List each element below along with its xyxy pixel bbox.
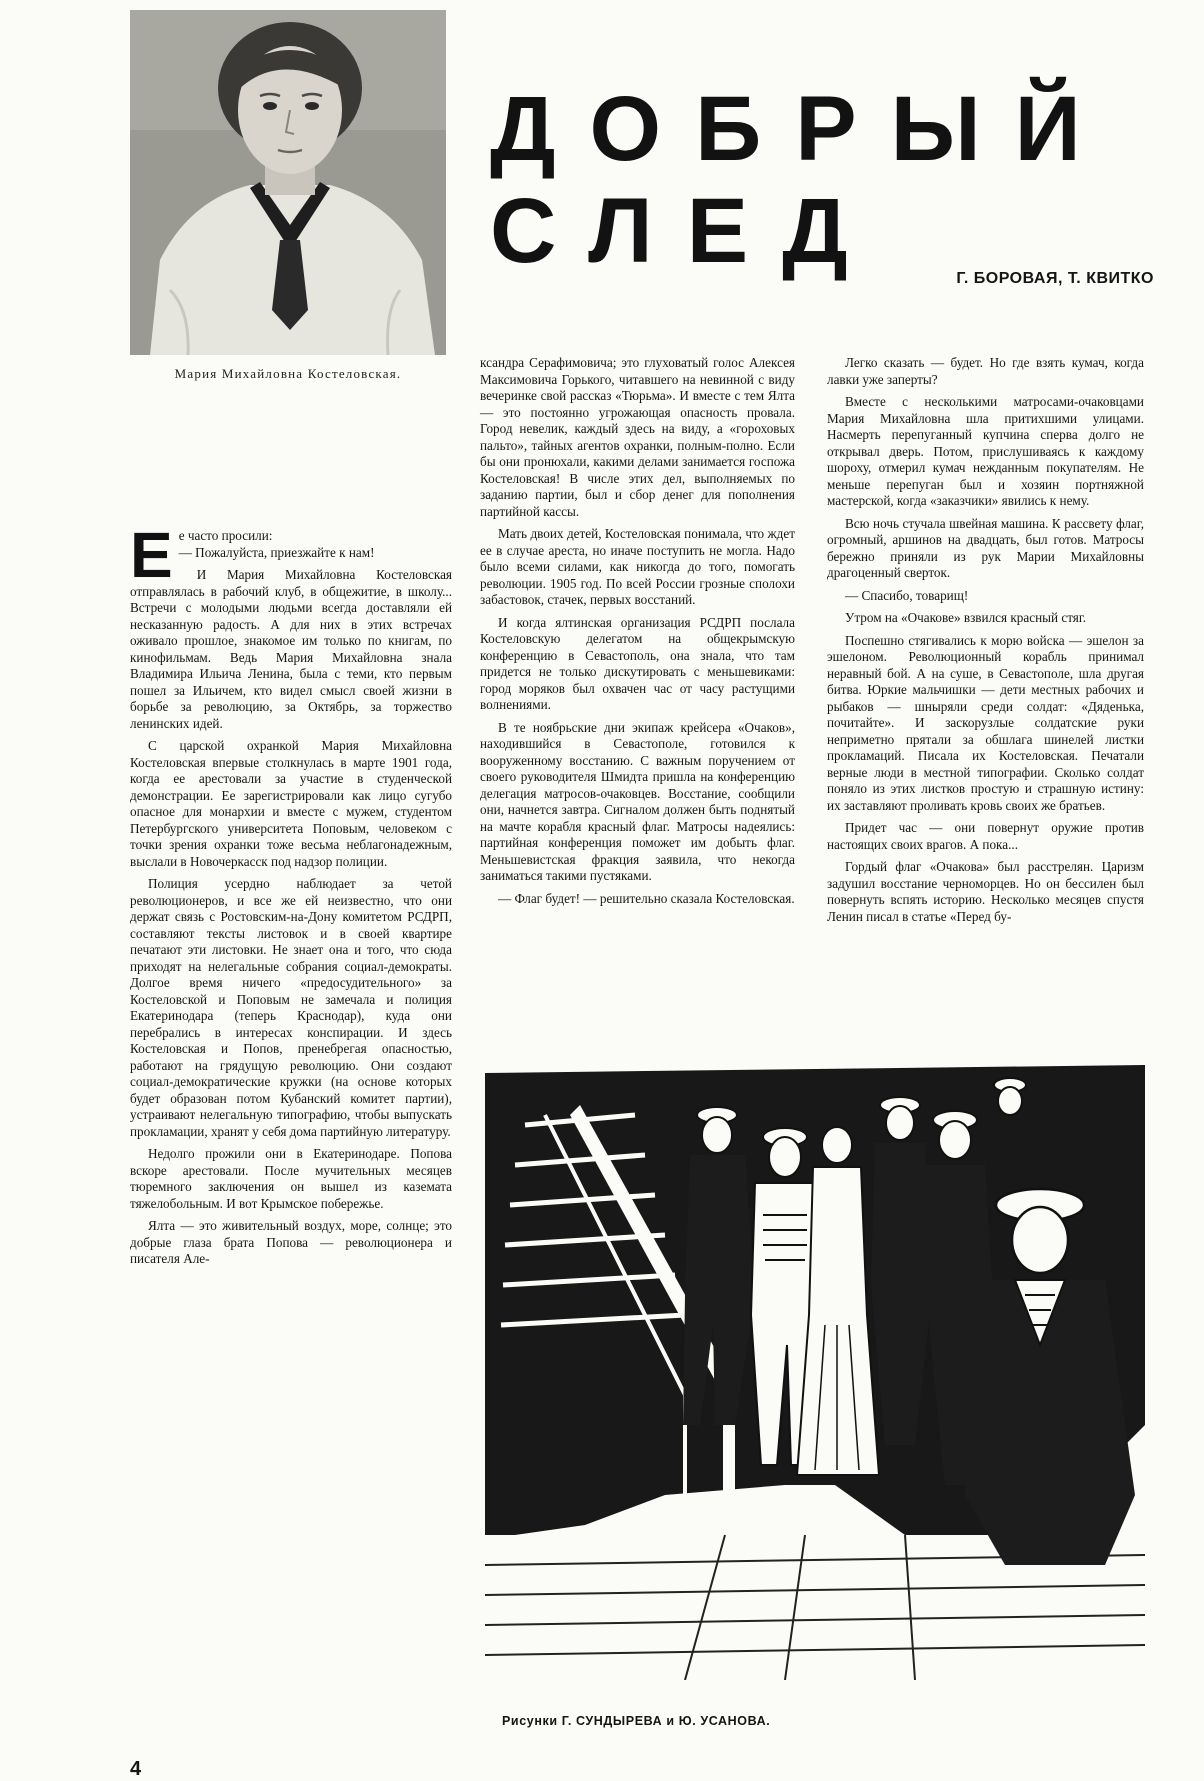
sailors-illustration [485,1065,1145,1685]
article-title [490,78,1150,282]
opening-text: е часто просили: — Пожалуйста, приезжайте к нам! [178,528,375,560]
paragraph: Недолго прожили они в Екатеринодаре. Попова вскоре арестовали. После мучительных месяцев тюремного заключения он вышел из каземата тяжелобольным. И вот Крымское побережье. [130,1146,452,1211]
paragraph: Гордый флаг «Очакова» был расстрелян. Царизм задушил восстание черноморцев. Но он бессилен был повернуть вспять историю. Несколько месяцев спустя Ленин писал в статье «Перед бу- [827,859,1144,924]
portrait-image [130,10,446,355]
page-number: 4 [130,1758,142,1780]
paragraph: И когда ялтинская организация РСДРП послала Костеловскую делегатом на общекрымскую конференцию в Севастополь, она знала, что там придется не только дискутировать с меньшевиками: город моряков был охвачен час от часу растущими волнениями. [480,614,795,712]
paragraph: Мать двоих детей, Костеловская понимала, что ждет ее в случае ареста, но иначе поступить не могла. Надо было всеми силами, как никогда до того, помогать революции. 1905 год. По всей России грозные сполохи забастовок, стачек, первых восстаний. [480,526,795,607]
sailors-drawing [485,1065,1145,1680]
text-column-1 [130,519,452,1274]
paragraph: В те ноябрьские дни экипаж крейсера «Очаков», находившийся в Севастополе, готовился к вооруженному восстанию. С важным поручением от своего руководителя Шмидта пришла на конференцию делегация матросов-очаковцев. Восстание, сообщили они, начнется завтра. Сигналом должен быть поднятый на мачте корабля красный флаг. Матросы надеялись: партийная конференция поможет им добыть флаг. Меньшевистская фракция заявила, что некогда заниматься такими пустяками. [480,719,795,883]
paragraph: Всю ночь стучала швейная машина. К рассвету флаг, огромный, аршинов на двадцать, был готов. Матросы бережно приняли из рук Марии Михайловны драгоценный сверток. [827,515,1144,580]
paragraph: Поспешно стягивались к морю войска — эшелон за эшелоном. Революционный корабль принимал неравный бой. А на суше, в Севастополе, шла другая битва. Юркие мальчишки — дети местных рабочих и рыбаков — шныряли среди солдат: «Дяденька, почитайте». И заскорузлые солдатские руки неприметно прятали за обшлага шинелей листки прокламаций. Писала их Костеловская. Печатали верные люди в местной типографии. Сколько солдат поняло из этих листков простую и страшную истину: их заставляют проливать кровь своих же братьев. [827,632,1144,813]
portrait-photo [130,10,446,355]
title-line-1: ДОБРЫЙ [490,78,1115,180]
paragraph: Легко сказать — будет. Но где взять кумач, когда лавки уже заперты? [827,355,1144,387]
paragraph: Вместе с несколькими матросами-очаковцами Мария Михайловна шла притихшими улицами. Насмерть перепуганный купчина сперва долго не открывал дверь. Потом, прислушиваясь к каждому шороху, отмерил кумач нежданным покупателям. Не меньше перепуган был и хозяин портняжной мастерской, когда «заказчики» явились к нему. [827,394,1144,508]
paragraph: И Мария Михайловна Костеловская отправлялась в рабочий клуб, в общежитие, в школу... Встречи с молодыми людьми всегда доставляли ей несказанную радость. А для них в этих встречах оживало прошлое, знакомое им только по книгам, по кинофильмам. Ведь Мария Михайловна знала Владимира Ильича Ленина, была с теми, кто первым пошел за Ильичем, кто видел смысл своей жизни в борьбе за революцию, за Октябрь, за торжество ленинских идей. [130,567,452,731]
paragraph [130,519,452,591]
article-authors: Г. БОРОВАЯ, Т. КВИТКО [956,270,1154,287]
paragraph: ксандра Серафимовича; это глуховатый голос Алексея Максимовича Горького, читавшего на невинной с виду вечеринке свой рассказ «Тюрьма». И вместе с тем Ялта — это постоянно угрожающая опасность провала. Город невелик, каждый здесь на виду, а «гороховых пальто», тайных агентов охранки, полным-полно. Если бы они пронюхали, какими делами занимается госпожа Костеловская! В числе этих дел, выполняемых по заданию партии, был и сбор денег для пополнения партийной кассы. [480,355,795,519]
text-column-3 [827,355,1144,931]
illustration-credit: Рисунки Г. СУНДЫРЕВА и Ю. УСАНОВА. [502,1714,771,1728]
paragraph: С царской охранкой Мария Михайловна Костеловская впервые столкнулась в марте 1901 года, когда ее арестовали за участие в студенческой демонстрации. Ее зарегистрировали как лицо сугубо опасное для монархии и вместе с мужем, студентом Петербургского университета Поповым, человеком с точки зрения охранки тоже весьма неблагонадежным, выслали в Новочеркасск под надзор полиции. [130,738,452,869]
paragraph: Утром на «Очакове» взвился красный стяг. [845,610,1087,625]
paragraph: Полиция усердно наблюдает за четой революционеров, и все же ей неизвестно, что они держат связь с Ростовским-на-Дону комитетом РСДРП, составляют тексты листовок и в своей квартире печатают эти листовки. Не знает она и того, что сюда приходят на нелегальные собрания социал-демократы. Долгое время ничего «предосудительного» за Костеловской и Поповым не замечала и полиция Екатеринодара (теперь Краснодар), куда они перебрались в интересах конспирации. И здесь Костеловская и Попов, пренебрегая опасностью, работают на грядущую революцию. Они создают социал-демократические кружки (на основе которых будет образован потом Кубанский комитет партии), устраивают нелегальную типографию, чтобы выпускать прокламации, хранят у себя дома партийную литературу. [130,876,452,1139]
title-line-2: СЛЕД [490,180,882,282]
paragraph: — Флаг будет! — решительно сказала Костеловская. [498,890,795,906]
portrait-caption: Мария Михайловна Костеловская. [174,366,402,381]
text-column-2 [480,355,795,913]
drop-cap: Е [130,519,173,591]
paragraph: Ялта — это живительный воздух, море, солнце; это добрые глаза брата Попова — революционера и писателя Але- [130,1218,452,1266]
paragraph: — Спасибо, товарищ! [845,587,969,603]
paragraph: Придет час — они повернут оружие против настоящих своих врагов. А пока... [827,820,1144,852]
